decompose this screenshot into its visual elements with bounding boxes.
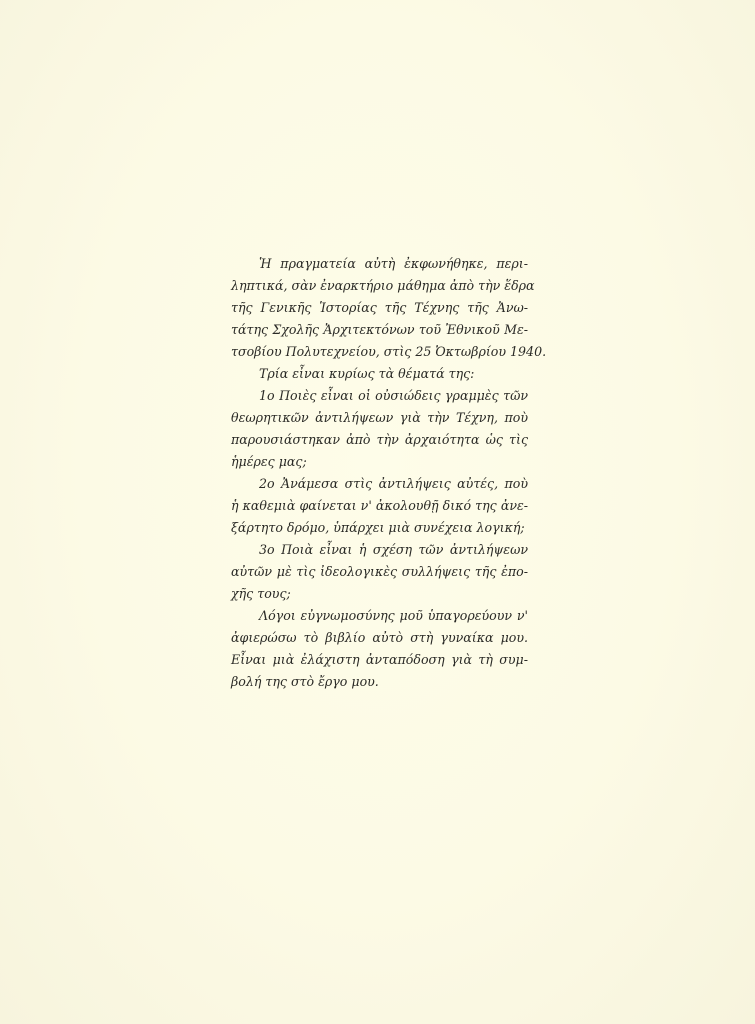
text-line: ληπτικά, σὰν ἐναρκτήριο μάθημα ἀπὸ τὴν ἕδρα	[231, 278, 535, 293]
paragraph-themes-intro	[203, 363, 528, 385]
text-line: αὐτῶν μὲ τὶς ἰδεολογικὲς συλλήψεις τῆς ἐπο-	[231, 564, 528, 579]
text-line: 1ο Ποιὲς εἶναι οἱ οὐσιώδεις γραμμὲς τῶν	[259, 388, 528, 403]
paragraph-theme-3	[203, 539, 528, 605]
text-line: Λόγοι εὐγνωμοσύνης μοῦ ὑπαγορεύουν ν'	[259, 608, 528, 623]
text-line: ἀφιερώσω τὸ βιβλίο αὐτὸ στὴ γυναίκα μου.	[231, 630, 528, 645]
paragraph-lecture-note	[203, 253, 547, 363]
text-line: τσοβίου Πολυτεχνείου, στὶς 25 Ὀκτωβρίου 1940.	[231, 344, 547, 359]
text-line: ἡμέρες μας;	[231, 454, 307, 469]
text-line: 2ο Ἀνάμεσα στὶς ἀντιλήψεις αὐτές, ποὺ	[259, 476, 528, 491]
text-line: 3ο Ποιὰ εἶναι ἡ σχέση τῶν ἀντιλήψεων	[259, 542, 528, 557]
text-line: τάτης Σχολῆς Ἀρχιτεκτόνων τοῦ Ἐθνικοῦ Με-	[231, 322, 528, 337]
dedication-text	[203, 253, 547, 693]
text-line: παρουσιάστηκαν ἀπὸ τὴν ἀρχαιότητα ὡς τὶς	[231, 432, 528, 447]
text-line: Εἶναι μιὰ ἐλάχιστη ἀνταπόδοση γιὰ τὴ συμ-	[231, 652, 528, 667]
paragraph-theme-2	[203, 473, 528, 539]
paragraph-dedication	[203, 605, 528, 693]
text-line: ξάρτητο δρόμο, ὑπάρχει μιὰ συνέχεια λογική;	[231, 520, 525, 535]
text-line: χῆς τους;	[231, 586, 291, 601]
text-line: ἡ καθεμιὰ φαίνεται ν' ἀκολουθῇ δικό της ἀνε-	[231, 498, 528, 513]
text-line: θεωρητικῶν ἀντιλήψεων γιὰ τὴν Τέχνη, ποὺ	[231, 410, 528, 425]
text-line: Ἡ πραγματεία αὐτὴ ἐκφωνήθηκε, περι-	[259, 256, 528, 271]
paragraph-theme-1	[203, 385, 528, 473]
text-line: Τρία εἶναι κυρίως τὰ θέματά της:	[259, 366, 475, 381]
text-line: βολή της στὸ ἔργο μου.	[231, 674, 379, 689]
text-line: τῆς Γενικῆς Ἱστορίας τῆς Τέχνης τῆς Ἀνω-	[231, 300, 528, 315]
